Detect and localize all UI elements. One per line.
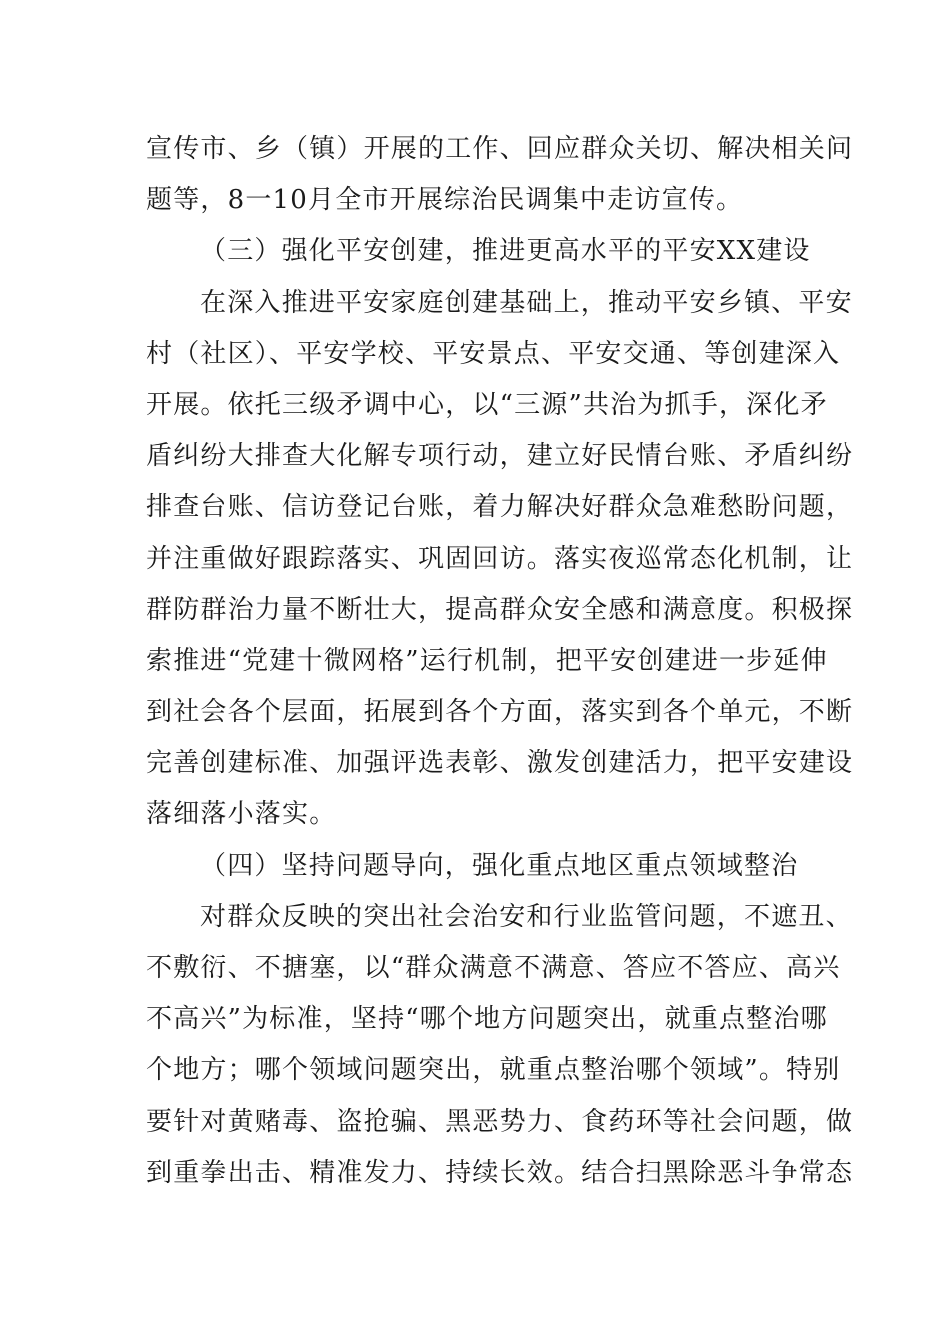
text-line: 群防群治力量不断壮大，提高群众安全感和满意度。积极探 bbox=[146, 594, 854, 625]
text-line: 落细落小落实。 bbox=[146, 799, 337, 830]
text-line: 不高兴”为标准，坚持“哪个地方问题突出，就重点整治哪 bbox=[146, 1004, 828, 1035]
text-line: 排查台账、信访登记台账，着力解决好群众急难愁盼问题， bbox=[146, 492, 854, 523]
text-line: 要针对黄赌毒、盗抢骗、黑恶势力、食药环等社会问题，做 bbox=[146, 1106, 854, 1137]
text-line: 盾纠纷大排查大化解专项行动，建立好民情台账、矛盾纠纷 bbox=[146, 441, 854, 472]
section-heading-4: （四）坚持问题导向，强化重点地区重点领域整治 bbox=[200, 850, 799, 881]
paragraph-first-line: 对群众反映的突出社会治安和行业监管问题，不遮丑、 bbox=[200, 901, 853, 932]
text-line: 不敷衍、不搪塞，以“群众满意不满意、答应不答应、高兴 bbox=[146, 953, 841, 983]
document-body bbox=[146, 124, 854, 1199]
section-heading-3: （三）强化平安创建，推进更高水平的平安XX建设 bbox=[200, 236, 811, 267]
text-line: 到社会各个层面，拓展到各个方面，落实到各个单元，不断 bbox=[146, 697, 854, 728]
paragraph-first-line: 在深入推进平安家庭创建基础上，推动平安乡镇、平安 bbox=[200, 287, 853, 318]
text-line: 个地方；哪个领域问题突出，就重点整治哪个领域”。特别 bbox=[146, 1055, 841, 1086]
text-line: 到重拳出击、精准发力、持续长效。结合扫黑除恶斗争常态 bbox=[146, 1157, 854, 1188]
text-line: 宣传市、乡（镇）开展的工作、回应群众关切、解决相关问 bbox=[146, 134, 854, 164]
text-line: 题等，8一10月全市开展综治民调集中走访宣传。 bbox=[146, 185, 744, 216]
text-line: 村（社区）、平安学校、平安景点、平安交通、等创建深入 bbox=[146, 338, 841, 369]
text-line: 并注重做好跟踪落实、巩固回访。落实夜巡常态化机制，让 bbox=[146, 543, 854, 574]
text-line: 索推进“党建十微网格”运行机制，把平安创建进一步延伸 bbox=[146, 645, 828, 676]
text-line: 完善创建标准、加强评选表彰、激发创建活力，把平安建设 bbox=[146, 748, 854, 779]
text-line: 开展。依托三级矛调中心，以“三源”共治为抓手，深化矛 bbox=[146, 389, 828, 420]
